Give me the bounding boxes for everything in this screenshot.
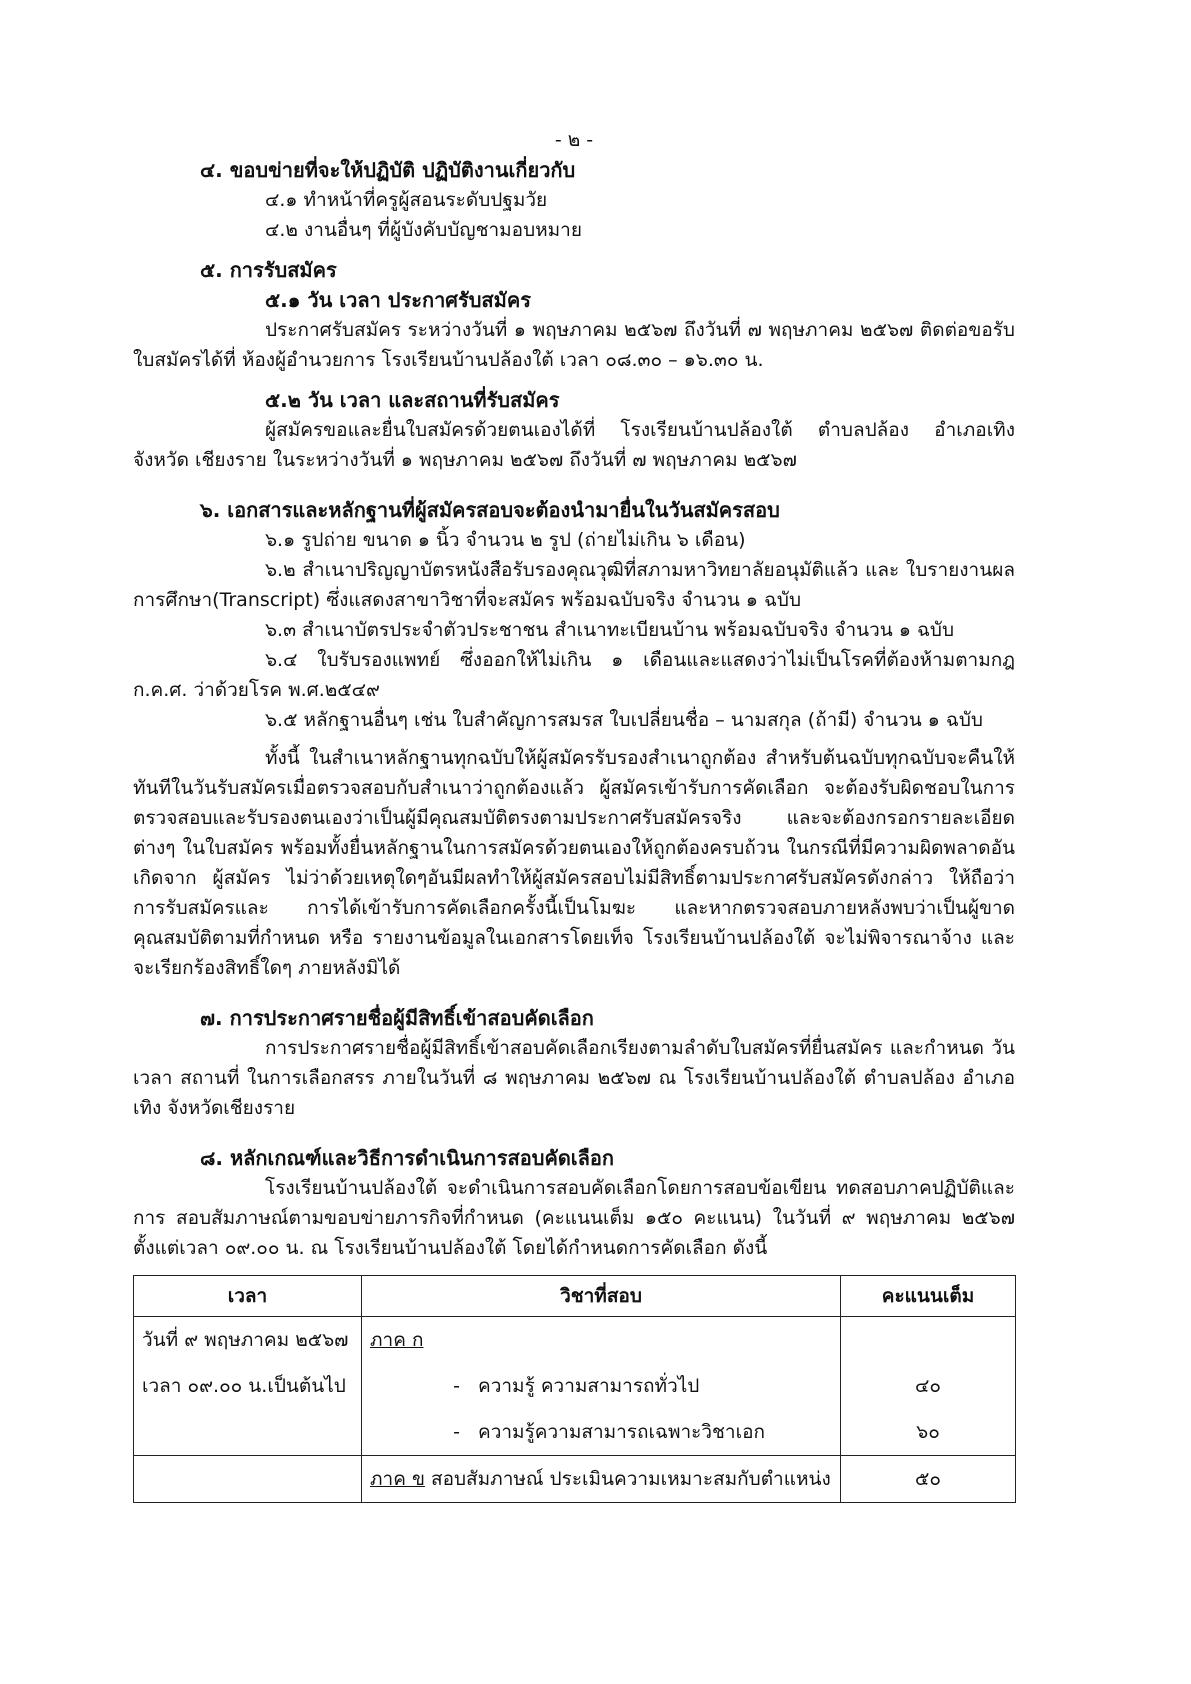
section-4-2: ๔.๒ งานอื่นๆ ที่ผู้บังคับบัญชามอบหมาย [265,219,582,241]
dash: - [453,1421,460,1443]
subject-cell [362,1317,841,1456]
text-line: ๖.๕ หลักฐานอื่นๆ เช่น ใบสำคัญการสมรส ใบเปลี่ยนชื่อ – นามสกุล (ถ้ามี) จำนวน ๑ ฉบับ [265,709,983,731]
section-4-heading: ๔. ขอบข่ายที่จะให้ปฏิบัติ ปฏิบัติงานเกี่ยวกับ [200,158,576,182]
dash: - [453,1375,460,1397]
text-line: ๖.๔ ใบรับรองแพทย์ ซึ่งออกให้ไม่เกิน ๑ เดือนและแสดงว่าไม่เป็นโรคที่ต้องห้ามตามกฎ ก.ค.ศ. [133,649,1015,701]
text-line: ประกาศรับสมัคร ระหว่างวันที่ ๑ พฤษภาคม ๒๕๖๗ ถึงวันที่ ๗ พฤษภาคม ๒๕๖๗ ติดต่อขอรับ [265,319,1015,341]
text-line: ตรวจสอบและรับรองตนเองว่าเป็นผู้มีคุณสมบัติตรงตามประกาศรับสมัครจริง และจะต้องกรอกรายละเอียดต่างๆ [133,807,1015,859]
subject-general [370,1363,832,1409]
table-row-part-b [134,1456,1016,1503]
text-line: ๐๙.๐๐ น. ณ โรงเรียนบ้านปล้องใต้ โดยได้กำหนดการคัดเลือก ดังนี้ [224,1237,768,1259]
part-b-label: ภาค ข [370,1468,425,1490]
subject-major [370,1409,832,1455]
text-line: ทั้งนี้ ในสำเนาหลักฐานทุกฉบับให้ผู้สมัครรับรองสำเนาถูกต้อง สำหรับต้นฉบับทุกฉบับจะคืนให้ [265,747,1015,769]
text-line: การได้เข้ารับการคัดเลือกครั้งนี้เป็นโมฆะ และหากตรวจสอบภายหลังพบว่าเป็นผู้ขาดคุณสมบัติตามที่กำหนด หรือ [133,897,1015,949]
header-subject: วิชาที่สอบ [362,1276,841,1317]
section-5-heading: ๕. การรับสมัคร [200,258,337,282]
table-header-row [134,1276,1016,1317]
part-b-text: สอบสัมภาษณ์ ประเมินความเหมาะสมกับตำแหน่ง [424,1468,831,1490]
section-6-paragraph [133,743,1015,983]
subject-name: ความรู้ ความสามารถทั่วไป [478,1375,700,1397]
section-8-heading: ๘. หลักเกณฑ์และวิธีการดำเนินการสอบคัดเลือก [200,1146,615,1170]
section-5-2-heading: ๕.๒ วัน เวลา และสถานที่รับสมัคร [265,388,560,412]
section-6-3 [133,615,1015,645]
header-time: เวลา [134,1276,362,1317]
section-7-paragraph [133,1033,1015,1123]
text-line: จังหวัดเชียงราย [167,1097,296,1119]
text-line: ว่าด้วยโรค พ.ศ.๒๕๔๙ [193,679,380,701]
text-line: ๖.๒ สำเนาปริญญาบัตรหนังสือรับรองคุณวุฒิที่สภามหาวิทยาลัยอนุมัติแล้ว และ ใบรายงานผล [265,559,1015,581]
section-6-2 [133,555,1015,615]
text-line: สอบสัมภาษณ์ตามขอบข่ายภารกิจที่กำหนด (คะแนนเต็ม ๑๕๐ คะแนน) ในวันที่ ๙ พฤษภาคม ๒๕๖๗ ตั้งแต่เวลา [133,1207,1015,1259]
section-5-1-heading: ๕.๑ วัน เวลา ประกาศรับสมัคร [265,288,531,312]
text-line: รายงานข้อมูลในเอกสารโดยเท็จ โรงเรียนบ้านปล้องใต้ จะไม่พิจารณาจ้าง และจะเรียกร้องสิทธิ์ใดๆ ภายหลังมิได้ [133,927,1015,979]
exam-time: เวลา ๐๙.๐๐ น.เป็นต้นไป [142,1375,346,1397]
score-cell [841,1317,1016,1456]
section-6-5 [133,705,1015,735]
section-5-2-text [133,415,1015,475]
part-a-label: ภาค ก [370,1329,424,1351]
text-line: ผู้สมัครขอและยื่นใบสมัครด้วยตนเองได้ที่ โรงเรียนบ้านปล้องใต้ ตำบลปล้อง อำเภอเทิง จังหวัด [133,419,1015,471]
section-7-heading: ๗. การประกาศรายชื่อผู้มีสิทธิ์เข้าสอบคัดเลือก [200,1006,594,1030]
text-line: การศึกษา(Transcript) ซึ่งแสดงสาขาวิชาที่จะสมัคร พร้อมฉบับจริง จำนวน ๑ ฉบับ [133,589,802,611]
text-line: เวลา สถานที่ ในการเลือกสรร ภายในวันที่ ๘ พฤษภาคม ๒๕๖๗ ณ โรงเรียนบ้านปล้องใต้ ตำบลปล้อง อำเภอเทิง [133,1067,1015,1119]
score-part-b: ๕๐ [841,1456,1016,1503]
table-row-part-a [134,1317,1016,1456]
text-line: เชียงราย ในระหว่างวันที่ ๑ พฤษภาคม ๒๕๖๗ ถึงวันที่ ๗ พฤษภาคม ๒๕๖๗ [195,449,797,471]
text-line: ในใบสมัคร พร้อมทั้งยื่นหลักฐานในการสมัครด้วยตนเองให้ถูกต้องครบถ้วน ในกรณีที่มีความผิดพลาดอันเกิดจาก [133,837,1015,889]
section-6-heading: ๖. เอกสารและหลักฐานที่ผู้สมัครสอบจะต้องนำมายื่นในวันสมัครสอบ [200,498,780,522]
section-6-4 [133,645,1015,705]
section-8-paragraph [133,1173,1015,1263]
time-cell [134,1317,362,1456]
exam-date: วันที่ ๙ พฤษภาคม ๒๕๖๗ [142,1329,349,1351]
text-line: โรงเรียนบ้านปล้องใต้ จะดำเนินการสอบคัดเลือกโดยการสอบข้อเขียน ทดสอบภาคปฏิบัติและการ [133,1177,1015,1229]
text-line: ทันทีในวันรับสมัครเมื่อตรวจสอบกับสำเนาว่าถูกต้องแล้ว ผู้สมัครเข้ารับการคัดเลือก จะต้องรับผิดชอบในการ [133,777,1015,799]
score-general: ๔๐ [915,1375,941,1397]
score-major: ๖๐ [916,1421,940,1443]
subject-name: ความรู้ความสามารถเฉพาะวิชาเอก [478,1421,765,1443]
section-5-1-text [133,315,1015,375]
text-line: ใบสมัครได้ที่ ห้องผู้อำนวยการ โรงเรียนบ้านปล้องใต้ เวลา ๐๘.๓๐ – ๑๖.๓๐ น. [133,349,764,371]
text-line: การประกาศรายชื่อผู้มีสิทธิ์เข้าสอบคัดเลือกเรียงตามลำดับใบสมัครที่ยื่นสมัคร และกำหนด วัน [265,1037,1015,1059]
document-page [133,0,1015,1543]
header-score: คะแนนเต็ม [841,1276,1016,1317]
section-6-1: ๖.๑ รูปถ่าย ขนาด ๑ นิ้ว จำนวน ๒ รูป (ถ่ายไม่เกิน ๖ เดือน) [265,529,746,551]
text-line: ผู้สมัคร ไม่ว่าด้วยเหตุใดๆอันมีผลทำให้ผู้สมัครสอบไม่มีสิทธิ์ตามประกาศรับสมัครดังกล่าว ให้ถือว่าการรับสมัครและ [133,867,1015,919]
exam-schedule-table [133,1275,1016,1503]
page-number: - ๒ - [554,129,594,151]
text-line: ๖.๓ สำเนาบัตรประจำตัวประชาชน สำเนาทะเบียนบ้าน พร้อมฉบับจริง จำนวน ๑ ฉบับ [265,619,955,641]
part-b-cell [362,1456,841,1503]
section-4-1: ๔.๑ ทำหน้าที่ครูผู้สอนระดับปฐมวัย [265,189,548,211]
